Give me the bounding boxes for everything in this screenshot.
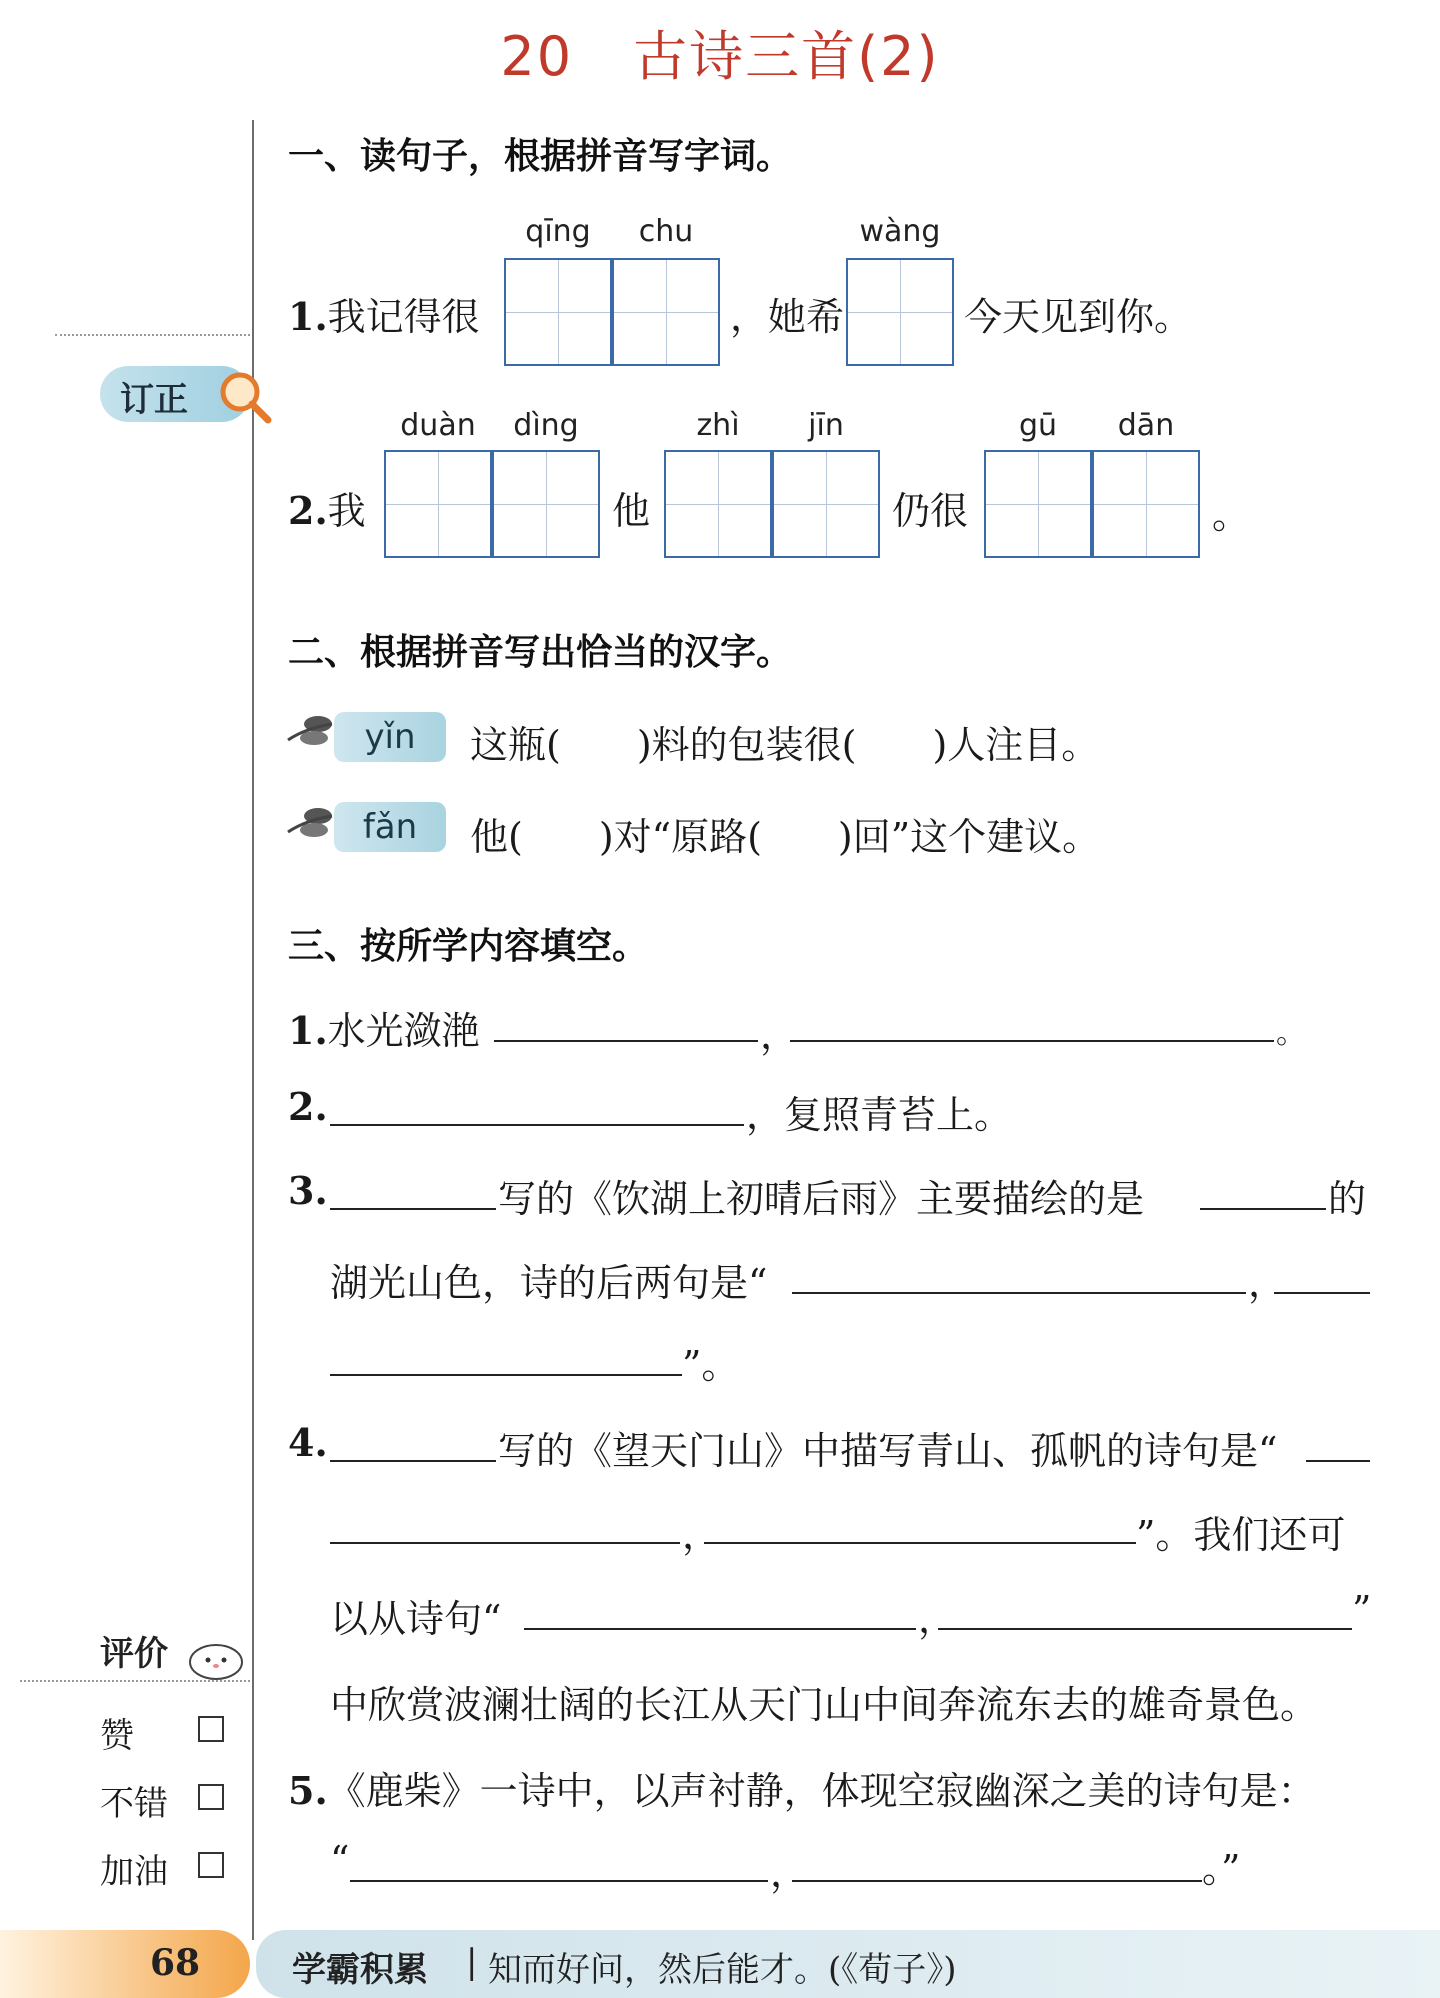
magnifier-icon <box>216 368 274 426</box>
answer-blank[interactable] <box>494 1040 758 1042</box>
answer-blank[interactable] <box>1200 1208 1326 1210</box>
leaf-icon <box>286 710 340 750</box>
answer-blank[interactable] <box>330 1542 680 1544</box>
pinyin: duàn <box>400 408 476 443</box>
tianzige-box[interactable] <box>612 258 720 366</box>
s3-q3-e: ”。 <box>682 1343 740 1387</box>
rating-like-label: 赞 <box>100 1716 134 1756</box>
leaf-icon <box>286 802 340 842</box>
footer-bar <box>0 1930 1440 1998</box>
footer-quote-band <box>256 1930 1440 1998</box>
s3-q5-b: “ <box>330 1838 350 1882</box>
answer-blank[interactable] <box>792 1292 1246 1294</box>
pinyin: qīng <box>525 214 591 249</box>
rating-cheer-label: 加油 <box>100 1852 168 1892</box>
answer-blank[interactable] <box>350 1880 768 1882</box>
s3-q4-a: 写的《望天门山》中描写青山、孤帆的诗句是“ <box>498 1429 1278 1473</box>
answer-blank[interactable] <box>790 1040 1274 1042</box>
lesson-title: 古诗三首(2) <box>633 25 940 88</box>
pinyin-tag: fǎn <box>334 802 446 852</box>
rating-cheer-checkbox[interactable] <box>198 1852 224 1878</box>
correction-badge <box>100 366 250 422</box>
section2-sentence-2: 他( )对“原路( )回”这个建议。 <box>470 815 1101 859</box>
tianzige-box[interactable] <box>1092 450 1200 558</box>
pinyin: gū <box>1018 408 1058 443</box>
question-2-suffix: 。 <box>1212 493 1251 537</box>
rating-good-checkbox[interactable] <box>198 1784 224 1810</box>
footer-label: 学霸积累 <box>292 1950 428 1990</box>
section1-heading: 一、读句子，根据拼音写字词。 <box>288 136 793 177</box>
s3-q4-g: 中欣赏波澜壮阔的长江从天门山中间奔流东去的雄奇景色。 <box>330 1683 1319 1727</box>
section3-heading: 三、按所学内容填空。 <box>288 926 649 967</box>
s3-q4-c: ”。我们还可 <box>1136 1513 1346 1557</box>
s3-q4-e: ， <box>918 1597 957 1641</box>
s3-q3-num: 3. <box>288 1168 328 1213</box>
s3-q3-b: 的 <box>1328 1177 1367 1221</box>
s3-q5-c: ， <box>770 1851 809 1895</box>
page-number: 68 <box>150 1942 201 1984</box>
s3-q2-text: ，复照青苔上。 <box>746 1093 1013 1137</box>
page-number-tab <box>0 1930 250 1998</box>
question-2-middle1: 他 <box>612 489 651 533</box>
tianzige-box[interactable] <box>984 450 1092 558</box>
tianzige-box[interactable] <box>504 258 612 366</box>
pinyin: wàng <box>859 214 941 249</box>
answer-blank[interactable] <box>330 1124 744 1126</box>
question-1-middle: ，她希 <box>730 295 845 339</box>
footer-separator: | <box>466 1942 478 1982</box>
s3-q2-num: 2. <box>288 1084 328 1129</box>
answer-blank[interactable] <box>938 1628 1352 1630</box>
answer-blank[interactable] <box>792 1880 1202 1882</box>
answer-blank[interactable] <box>704 1542 1136 1544</box>
rating-like-checkbox[interactable] <box>198 1716 224 1742</box>
s3-q4-f: ” <box>1352 1588 1372 1632</box>
s3-q4-b: ， <box>682 1513 721 1557</box>
pinyin: zhì <box>696 408 740 443</box>
rating-good-label: 不错 <box>100 1784 168 1824</box>
s3-q1-end: 。 <box>1276 1016 1306 1051</box>
s3-q1-sep: ， <box>760 1013 799 1057</box>
tianzige-box[interactable] <box>492 450 600 558</box>
lesson-number: 20 <box>500 25 574 88</box>
face-icon <box>184 1638 248 1682</box>
page-title <box>0 14 1440 91</box>
s3-q3-a: 写的《饮湖上初晴后雨》主要描绘的是 <box>498 1177 1145 1221</box>
answer-blank[interactable] <box>1274 1292 1370 1294</box>
footer-quote: 知而好问，然后能才。(《荀子》) <box>488 1950 957 1990</box>
s3-q1-text: 1.水光潋滟 <box>288 1008 480 1053</box>
s3-q4-d: 以从诗句“ <box>330 1597 502 1641</box>
answer-blank[interactable] <box>524 1628 916 1630</box>
evaluation-label: 评价 <box>100 1634 168 1674</box>
answer-blank[interactable] <box>330 1208 496 1210</box>
tianzige-box[interactable] <box>664 450 772 558</box>
question-1-suffix: 今天见到你。 <box>964 295 1193 339</box>
tianzige-box[interactable] <box>384 450 492 558</box>
question-2-prefix: 2.我 <box>288 488 366 533</box>
question-2-middle2: 仍很 <box>892 489 969 533</box>
section2-sentence-1: 这瓶( )料的包装很( )人注目。 <box>470 723 1100 767</box>
s3-q5-a: 5.《鹿柴》一诗中，以声衬静，体现空寂幽深之美的诗句是： <box>288 1768 1316 1813</box>
section2-heading: 二、根据拼音写出恰当的汉字。 <box>288 632 793 673</box>
correction-label: 订正 <box>120 380 188 420</box>
answer-blank[interactable] <box>330 1460 496 1462</box>
pinyin: dān <box>1117 408 1175 443</box>
pinyin: jīn <box>808 408 844 443</box>
s3-q3-c: 湖光山色，诗的后两句是“ <box>330 1261 768 1305</box>
pinyin: dìng <box>513 408 579 443</box>
tianzige-box[interactable] <box>846 258 954 366</box>
s3-q5-d: 。” <box>1202 1847 1241 1891</box>
margin-dotted-line <box>55 334 250 336</box>
pinyin: chu <box>638 214 694 249</box>
s3-q4-num: 4. <box>288 1420 328 1465</box>
answer-blank[interactable] <box>1306 1460 1370 1462</box>
tianzige-box[interactable] <box>772 450 880 558</box>
answer-blank[interactable] <box>330 1374 682 1376</box>
question-1-prefix: 1.我记得很 <box>288 294 480 339</box>
s3-q3-d: ， <box>1248 1261 1287 1305</box>
pinyin-tag: yǐn <box>334 712 446 762</box>
